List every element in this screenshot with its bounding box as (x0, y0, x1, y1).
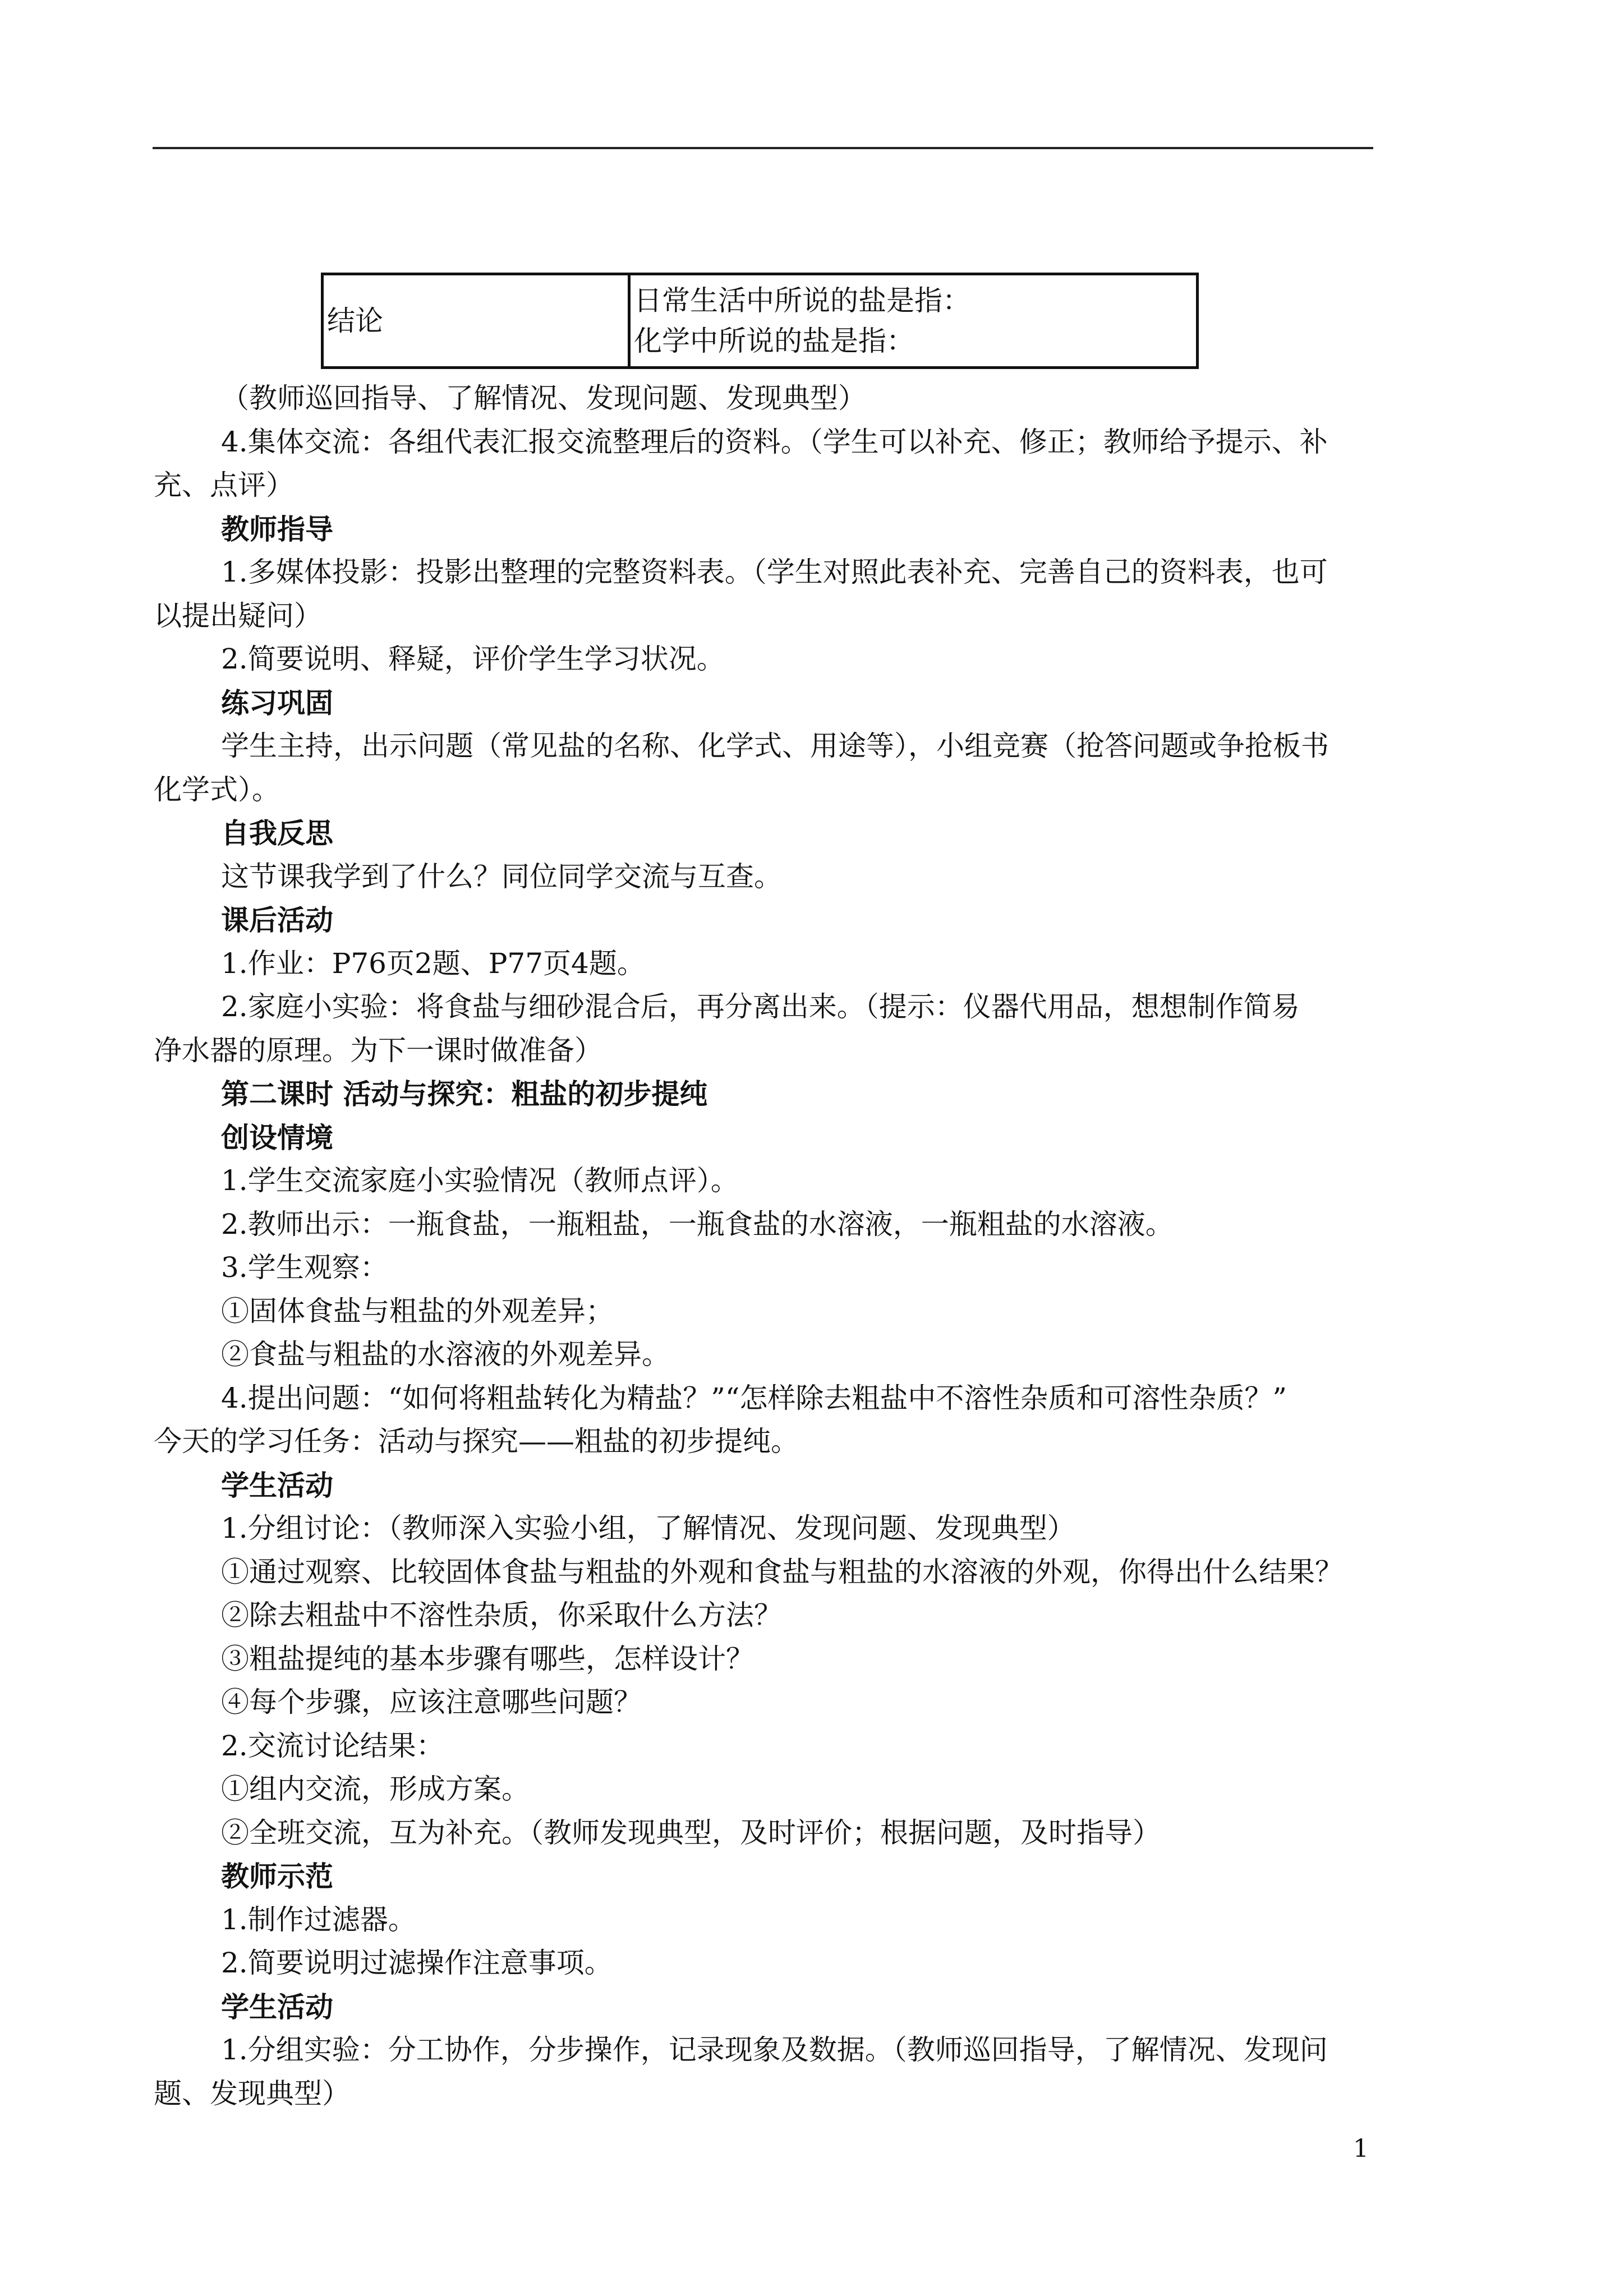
conclusion-label: 结论 (323, 274, 629, 368)
section-heading: 教师示范 (221, 1860, 333, 1893)
paragraph: 2.教师出示：一瓶食盐，一瓶粗盐，一瓶食盐的水溶液，一瓶粗盐的水溶液。 (221, 1207, 1174, 1241)
paragraph: 1.分组讨论：（教师深入实验小组，了解情况、发现问题、发现典型） (221, 1512, 1075, 1545)
section-heading: 学生活动 (221, 1468, 333, 1502)
paragraph-continuation: 净水器的原理。为下一课时做准备） (154, 1034, 602, 1067)
paragraph: 2.简要说明、释疑，评价学生学习状况。 (221, 643, 725, 675)
paragraph-continuation: 以提出疑问） (154, 599, 322, 632)
paragraph: 1.学生交流家庭小实验情况（教师点评）。 (221, 1164, 739, 1197)
lesson-heading: 第二课时 活动与探究：粗盐的初步提纯 (221, 1077, 708, 1110)
section-heading: 创设情境 (221, 1121, 333, 1154)
paragraph: 4.集体交流：各组代表汇报交流整理后的资料。（学生可以补充、修正；教师给予提示、补 (221, 425, 1328, 458)
paragraph: 4.提出问题：“如何将粗盐转化为精盐？”“怎样除去粗盐中不溶性杂质和可溶性杂质？” (221, 1381, 1287, 1414)
paragraph: （教师巡回指导、了解情况、发现问题、发现典型） (221, 382, 866, 414)
paragraph: ②全班交流，互为补充。（教师发现典型，及时评价；根据问题，及时指导） (221, 1816, 1161, 1849)
paragraph: 2.家庭小实验：将食盐与细砂混合后，再分离出来。（提示：仪器代用品，想想制作简易 (221, 990, 1300, 1023)
body-text (154, 377, 1380, 2115)
section-heading: 自我反思 (221, 817, 333, 850)
section-heading: 课后活动 (221, 903, 333, 937)
paragraph: ①组内交流，形成方案。 (221, 1773, 530, 1805)
section-heading: 教师指导 (221, 512, 333, 546)
paragraph: 这节课我学到了什么？同位同学交流与互查。 (221, 860, 782, 893)
paragraph: 2.交流讨论结果： (221, 1729, 444, 1762)
section-heading: 练习巩固 (221, 686, 333, 720)
conclusion-line-daily: 日常生活中所说的盐是指： (634, 284, 970, 317)
paragraph: ③粗盐提纯的基本步骤有哪些，怎样设计？ (221, 1642, 754, 1675)
paragraph: 1.作业：P76页2题、P77页4题。 (221, 947, 645, 980)
paragraph: ②食盐与粗盐的水溶液的外观差异。 (221, 1338, 670, 1371)
paragraph: ①通过观察、比较固体食盐与粗盐的外观和食盐与粗盐的水溶液的外观，你得出什么结果？ (221, 1555, 1343, 1588)
paragraph: ②除去粗盐中不溶性杂质，你采取什么方法？ (221, 1599, 782, 1631)
paragraph: 1.分组实验：分工协作，分步操作，记录现象及数据。（教师巡回指导，了解情况、发现问 (221, 2034, 1328, 2066)
paragraph-continuation: 化学式）。 (154, 773, 280, 806)
paragraph-continuation: 充、点评） (154, 469, 294, 501)
conclusion-line-chemistry: 化学中所说的盐是指： (634, 325, 914, 357)
paragraph: 1.制作过滤器。 (221, 1903, 416, 1936)
conclusion-table (321, 273, 1199, 369)
header-rule (153, 147, 1373, 149)
section-heading: 学生活动 (221, 1990, 333, 2023)
conclusion-content (629, 274, 1198, 368)
paragraph: ④每个步骤，应该注意哪些问题？ (221, 1686, 642, 1718)
paragraph-continuation: 题、发现典型） (154, 2077, 350, 2110)
paragraph: 3.学生观察： (221, 1251, 388, 1284)
paragraph-continuation: 今天的学习任务：活动与探究——粗盐的初步提纯。 (154, 1425, 799, 1458)
paragraph: 1.多媒体投影：投影出整理的完整资料表。（学生对照此表补充、完善自己的资料表，也可 (221, 556, 1328, 588)
page-number: 1 (1353, 2134, 1369, 2163)
paragraph: ①固体食盐与粗盐的外观差异； (221, 1294, 614, 1327)
paragraph: 学生主持，出示问题（常见盐的名称、化学式、用途等），小组竞赛（抢答问题或争抢板书 (221, 730, 1329, 762)
paragraph: 2.简要说明过滤操作注意事项。 (221, 1947, 613, 1979)
